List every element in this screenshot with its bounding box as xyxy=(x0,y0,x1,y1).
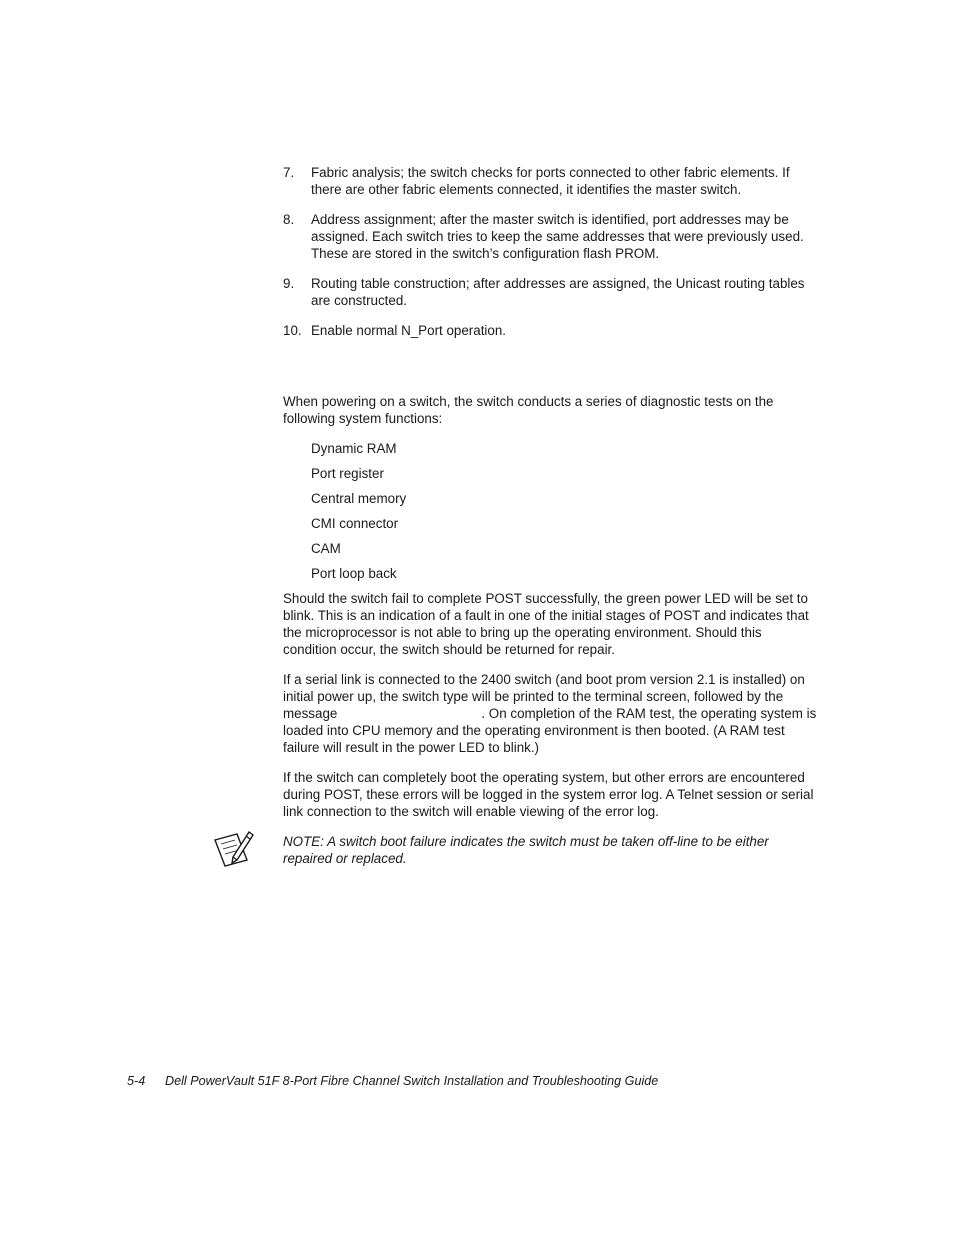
list-item: Port register xyxy=(311,466,384,481)
serial-link-text-end: . On completion of the RAM test, the operating system is loaded into CPU memory and the operating environment is then booted. (A RAM test failure will result in the power LED to blink.) xyxy=(283,706,817,755)
step-item xyxy=(283,211,818,262)
page-footer xyxy=(127,1074,658,1088)
post-failure-paragraph: Should the switch fail to complete POST successfully, the green power LED will be set to blink. This is an indication of a fault in one of the initial stages of POST and indicates that the microprocessor is not able to bring up the operating environment. Should this condition occur, the switch should be returned for repair. xyxy=(283,591,809,657)
post-function-list xyxy=(311,440,818,582)
step-number: 8. xyxy=(283,212,295,227)
step-item xyxy=(283,275,818,309)
error-log-paragraph: If the switch can completely boot the operating system, but other errors are encountered during POST, these errors will be logged in the system error log. A Telnet session or serial link connection to the switch will enable viewing of the error log. xyxy=(283,770,814,819)
serial-link-text-start: If a serial link is connected to the 2400 switch (and boot prom version 2.1 is installed) on initial power up, the switch type will be printed to the terminal screen, followed by the message xyxy=(283,672,805,721)
list-item: Dynamic RAM xyxy=(311,441,397,456)
page-content xyxy=(283,164,818,867)
step-item xyxy=(283,322,818,339)
note-pencil-icon xyxy=(213,830,255,868)
post-intro: When powering on a switch, the switch conducts a series of diagnostic tests on the following system functions: xyxy=(283,394,774,426)
note-text: NOTE: A switch boot failure indicates the switch must be taken off-line to be either repaired or replaced. xyxy=(283,834,769,866)
step-text: Enable normal N_Port operation. xyxy=(311,323,507,338)
section-gap xyxy=(283,352,818,393)
step-text: Address assignment; after the master switch is identified, port addresses may be assigned. Each switch tries to keep the same addresses that were previously used. These are stored in the switch’s configuration flash PROM. xyxy=(311,212,804,261)
page-number: 5-4 xyxy=(127,1074,146,1088)
list-item: Central memory xyxy=(311,491,407,506)
step-number: 10. xyxy=(283,323,302,338)
step-number: 9. xyxy=(283,276,295,291)
step-item xyxy=(283,164,818,198)
list-item: CMI connector xyxy=(311,516,399,531)
serial-link-paragraph xyxy=(283,671,818,756)
step-text: Routing table construction; after addresses are assigned, the Unicast routing tables are constructed. xyxy=(311,276,805,308)
step-number: 7. xyxy=(283,165,295,180)
note-block xyxy=(283,833,818,867)
list-item: CAM xyxy=(311,541,341,556)
list-item: Port loop back xyxy=(311,566,397,581)
document-title: Dell PowerVault 51F 8-Port Fibre Channel Switch Installation and Troubleshooting Guide xyxy=(165,1074,659,1088)
step-text: Fabric analysis; the switch checks for ports connected to other fabric elements. If there are other fabric elements connected, it identifies the master switch. xyxy=(311,165,790,197)
